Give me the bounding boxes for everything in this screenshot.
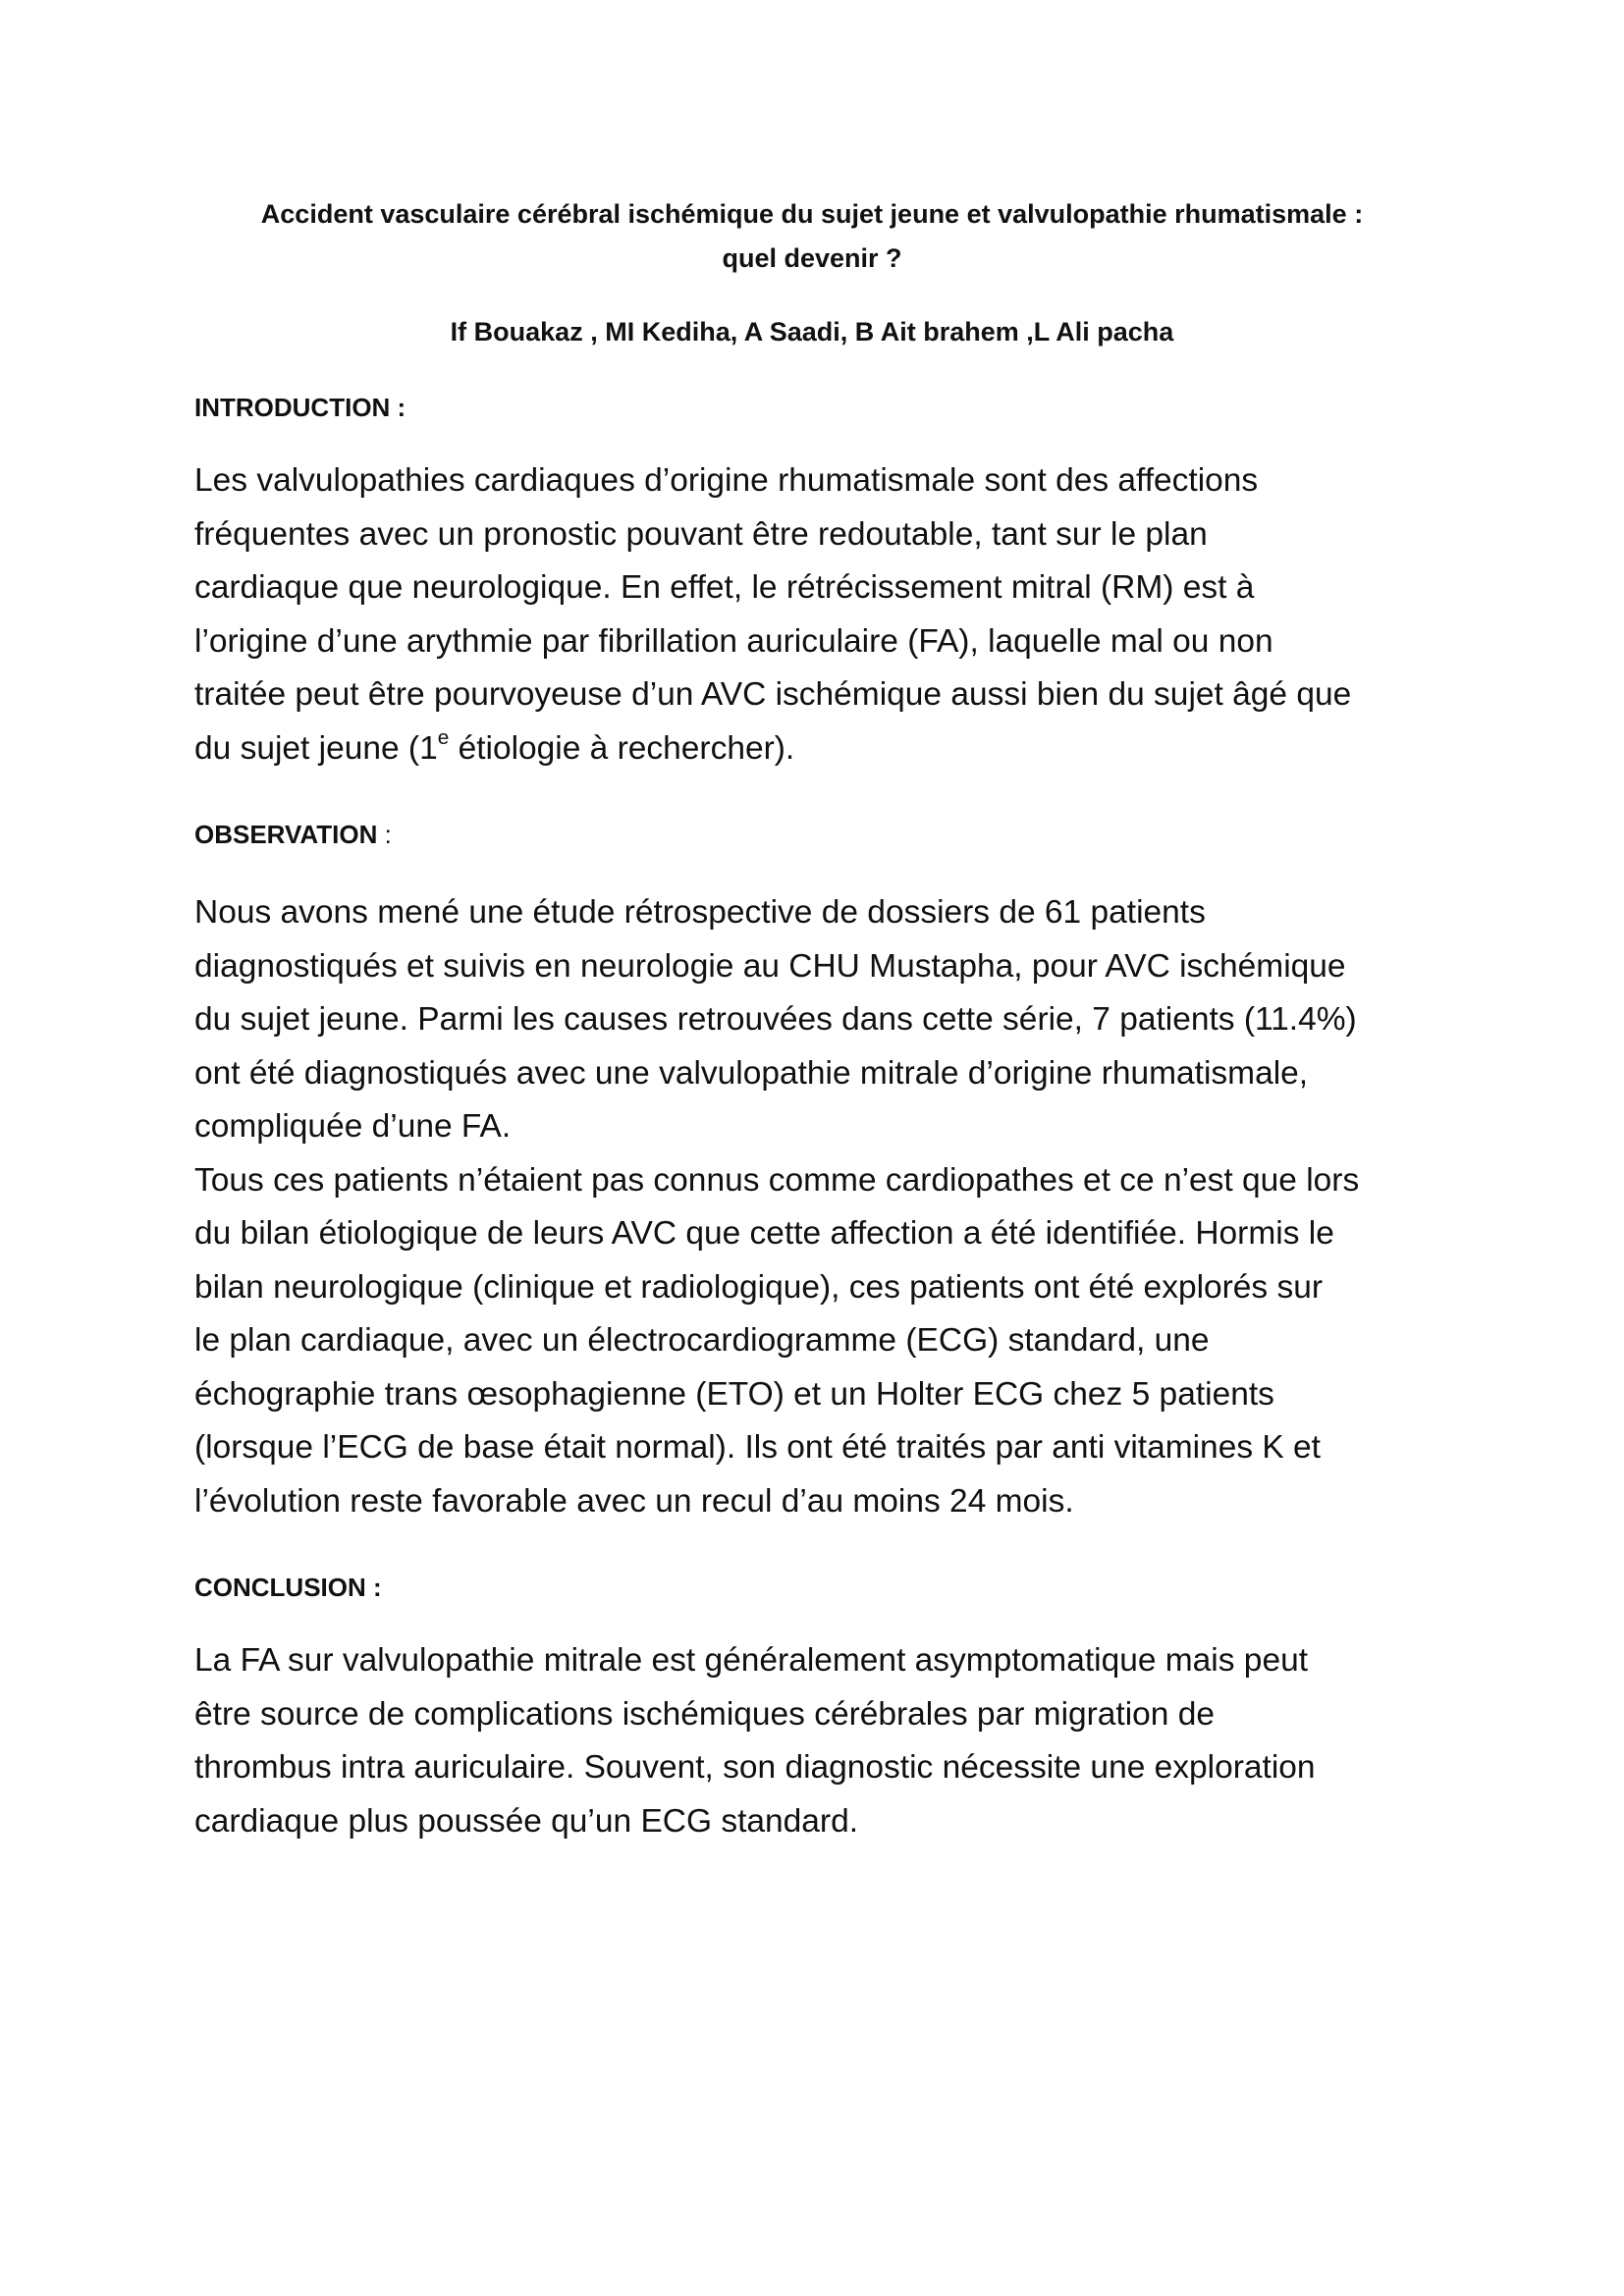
section-heading-observation xyxy=(194,815,392,854)
section-heading-introduction: INTRODUCTION : xyxy=(194,393,406,422)
conclusion-paragraph: La FA sur valvulopathie mitrale est généralement asymptomatique mais peut être source de complications ischémiques cérébrales par migration de thrombus intra auriculaire. Souvent, son diagnostic nécessite une exploration cardiaque plus poussée qu’un ECG standard. xyxy=(194,1642,1316,1840)
author-list: If Bouakaz , MI Kediha, A Saadi, B Ait brahem ,L Ali pacha xyxy=(450,317,1174,347)
section-heading-conclusion: CONCLUSION : xyxy=(194,1573,382,1602)
observation-paragraph: Nous avons mené une étude rétrospective de dossiers de 61 patients diagnostiqués et suivis en neurologie au CHU Mustapha, pour AVC ischémique du sujet jeune. Parmi les causes retrouvées dans cette série, 7 patients (11.4%) ont été diagnostiqués avec une valvulopathie mitrale d’origine rhumatismale, compliquée d’une FA. Tous ces patients n’étaient pas connus comme cardiopathes et ce n’est que lors du bilan étiologique de leurs AVC que cette affection a été identifiée. Hormis le bilan neurologique (clinique et radiologique), ces patients ont été explorés sur le plan cardiaque, avec un électrocardiogramme (ECG) standard, une échographie trans œsophagienne (ETO) et un Holter ECG chez 5 patients (lorsque l’ECG de base était normal). Ils ont été traités par anti vitamines K et l’évolution reste favorable avec un recul d’au moins 24 mois. xyxy=(194,894,1360,1520)
introduction-paragraph xyxy=(194,454,1461,775)
observation-heading-label: OBSERVATION xyxy=(194,820,378,849)
ordinal-superscript: e xyxy=(437,726,450,750)
paper-title: Accident vasculaire cérébral ischémique du sujet jeune et valvulopathie rhumatismale : quel devenir ? xyxy=(260,199,1364,273)
introduction-text-end: étiologie à rechercher). xyxy=(449,729,795,767)
introduction-text: Les valvulopathies cardiaques d’origine rhumatismale sont des affections fréquentes avec un pronostic pouvant être redoutable, tant sur le plan cardiaque que neurologique. En effet, le rétrécissement mitral (RM) est à l’origine d’une arythmie par fibrillation auriculaire (FA), laquelle mal ou non traitée peut être pourvoyeuse d’un AVC ischémique aussi bien du sujet âgé que du sujet jeune (1 xyxy=(194,462,1352,767)
observation-heading-colon: : xyxy=(377,820,392,849)
